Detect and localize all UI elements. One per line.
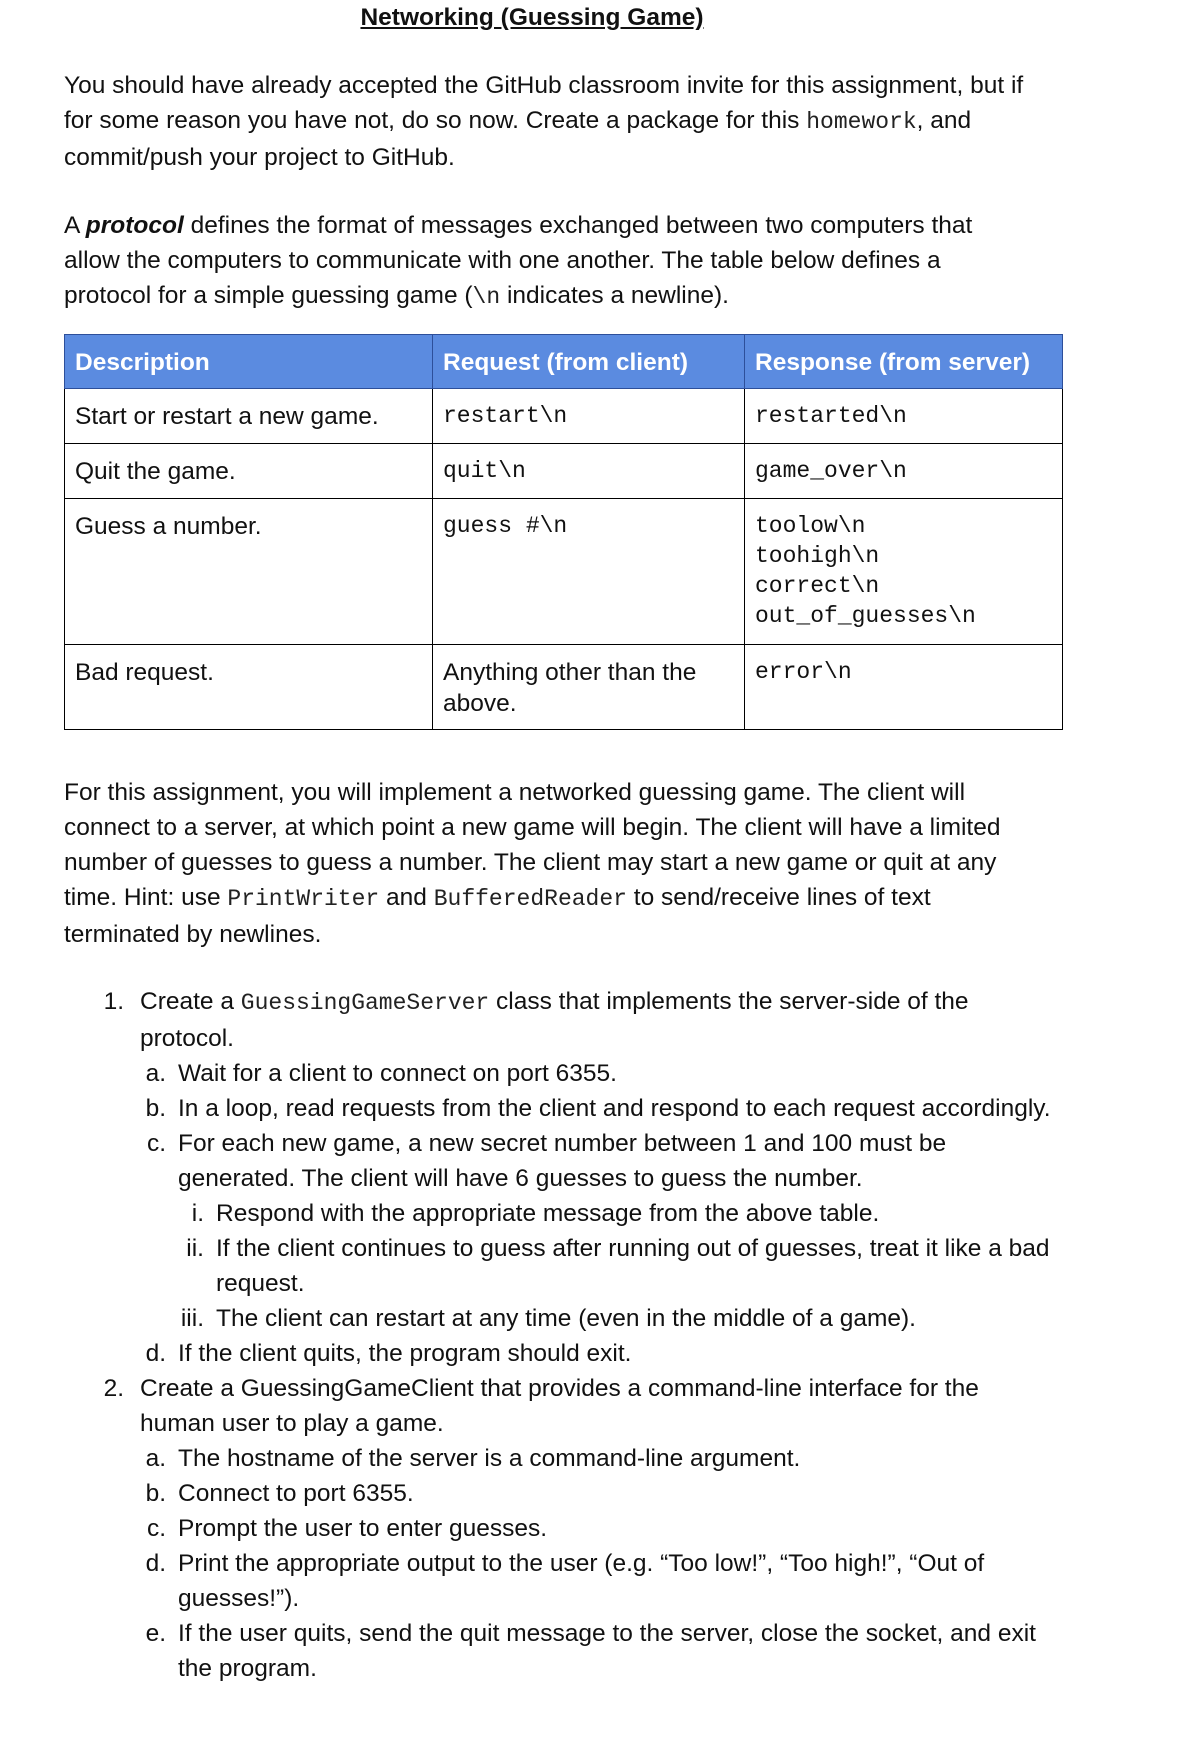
list-marker: d. <box>145 1550 166 1577</box>
item-text: If the client continues to guess after running out of guesses, treat it like a bad request. <box>216 1235 1050 1297</box>
list-item <box>136 1476 1058 1511</box>
intro-text-1: You should have already accepted the GitHub classroom invite for this assignment, but if for some reason you have not, do so now. Create a package for this <box>64 72 1024 134</box>
cell-request: guess #\n <box>433 499 745 645</box>
list-item <box>174 1301 1058 1336</box>
protocol-text-3: indicates a newline). <box>500 282 729 309</box>
cell-request: quit\n <box>433 444 745 499</box>
intro-code-homework: homework <box>806 109 917 135</box>
response-line: out_of_guesses\n <box>755 603 976 629</box>
code-bufferedreader: BufferedReader <box>433 886 627 912</box>
item-text: If the client quits, the program should exit. <box>178 1340 632 1367</box>
step-1 <box>98 984 1058 1056</box>
cell-request: restart\n <box>433 389 745 444</box>
list-marker: iii. <box>180 1305 204 1332</box>
list-marker: a. <box>145 1060 166 1087</box>
response-line: toohigh\n <box>755 543 880 569</box>
list-marker: b. <box>145 1095 166 1122</box>
header-description: Description <box>65 335 433 389</box>
cell-response <box>745 499 1063 645</box>
list-item <box>136 1056 1058 1091</box>
table-row <box>65 444 1063 499</box>
list-marker: e. <box>145 1620 166 1647</box>
protocol-term: protocol <box>85 212 184 239</box>
step-text: Create a GuessingGameClient that provides a command-line interface for the human user to play a game. <box>140 1375 979 1437</box>
table-row <box>65 389 1063 444</box>
header-response: Response (from server) <box>745 335 1063 389</box>
list-item <box>136 1091 1058 1126</box>
assignment-paragraph <box>64 775 1024 952</box>
cell-response <box>745 444 1063 499</box>
list-item <box>174 1196 1058 1231</box>
protocol-paragraph <box>64 208 1024 315</box>
item-text: If the user quits, send the quit message to the server, close the socket, and exit the program. <box>178 1620 1036 1682</box>
item-text: Prompt the user to enter guesses. <box>178 1515 548 1542</box>
sublist <box>136 1441 1058 1686</box>
response-line: game_over\n <box>755 458 907 484</box>
code-printwriter: PrintWriter <box>227 886 380 912</box>
list-marker: a. <box>145 1445 166 1472</box>
assignment-text-3: to send/receive lines of text terminated by newlines. <box>64 884 931 948</box>
protocol-table <box>64 334 1063 730</box>
list-marker: c. <box>146 1515 166 1542</box>
response-line: error\n <box>755 659 852 685</box>
cell-response <box>745 389 1063 444</box>
list-item <box>136 1126 1058 1196</box>
response-line: correct\n <box>755 573 880 599</box>
item-text: Print the appropriate output to the user (e.g. “Too low!”, “Too high!”, “Out of guesses!”). <box>178 1550 985 1612</box>
cell-description: Guess a number. <box>65 499 433 645</box>
list-item <box>136 1546 1058 1616</box>
protocol-text-1: A <box>64 212 86 239</box>
list-marker: 2. <box>103 1375 124 1402</box>
table-row <box>65 499 1063 645</box>
step-text: class that implements the server-side of the protocol. <box>140 988 969 1052</box>
step-2 <box>98 1371 1058 1441</box>
list-marker: d. <box>145 1340 166 1367</box>
list-item <box>174 1231 1058 1301</box>
list-marker: c. <box>146 1130 166 1157</box>
list-item <box>136 1511 1058 1546</box>
protocol-text-2: defines the format of messages exchanged between two computers that allow the computers to communicate with one another. The table below defines a protocol for a simple guessing game ( <box>64 212 973 309</box>
step-text: Create a <box>140 988 241 1015</box>
cell-description: Quit the game. <box>65 444 433 499</box>
item-text: For each new game, a new secret number between 1 and 100 must be generated. The client will have 6 guesses to guess the number. <box>178 1130 947 1192</box>
item-text: The hostname of the server is a command-line argument. <box>178 1445 801 1472</box>
cell-description: Bad request. <box>65 645 433 730</box>
list-marker: ii. <box>186 1235 204 1262</box>
list-marker: i. <box>191 1200 204 1227</box>
item-text: Wait for a client to connect on port 6355. <box>178 1060 617 1087</box>
table-header-row <box>65 335 1063 389</box>
list-marker: 1. <box>103 988 124 1015</box>
assignment-text-1: For this assignment, you will implement a networked guessing game. The client will connect to a server, at which point a new game will begin. The client will have a limited number of guesses to guess a number. The client may start a new game or quit at any time. Hint: use <box>64 779 1001 911</box>
cell-description: Start or restart a new game. <box>65 389 433 444</box>
intro-text-2: , and commit/push your project to GitHub. <box>64 107 972 171</box>
list-marker: b. <box>145 1480 166 1507</box>
code-server-class: GuessingGameServer <box>240 990 490 1016</box>
document-title: Networking (Guessing Game) <box>360 4 704 31</box>
intro-paragraph <box>64 68 1024 175</box>
list-item <box>136 1616 1058 1686</box>
header-request: Request (from client) <box>433 335 745 389</box>
item-text: In a loop, read requests from the client and respond to each request accordingly. <box>178 1095 1051 1122</box>
table-row <box>65 645 1063 730</box>
sublist <box>136 1056 1058 1371</box>
response-line: restarted\n <box>755 403 907 429</box>
steps-list <box>98 984 1058 1686</box>
cell-request: Anything other than the above. <box>433 645 745 730</box>
assignment-text-2: and <box>379 884 434 911</box>
item-text: Connect to port 6355. <box>178 1480 414 1507</box>
protocol-newline-code: \n <box>472 284 501 310</box>
item-text: The client can restart at any time (even in the middle of a game). <box>216 1305 916 1332</box>
cell-response <box>745 645 1063 730</box>
response-line: toolow\n <box>755 513 866 539</box>
item-text: Respond with the appropriate message from the above table. <box>216 1200 880 1227</box>
sublist <box>174 1196 1058 1336</box>
list-item <box>136 1441 1058 1476</box>
list-item <box>136 1336 1058 1371</box>
